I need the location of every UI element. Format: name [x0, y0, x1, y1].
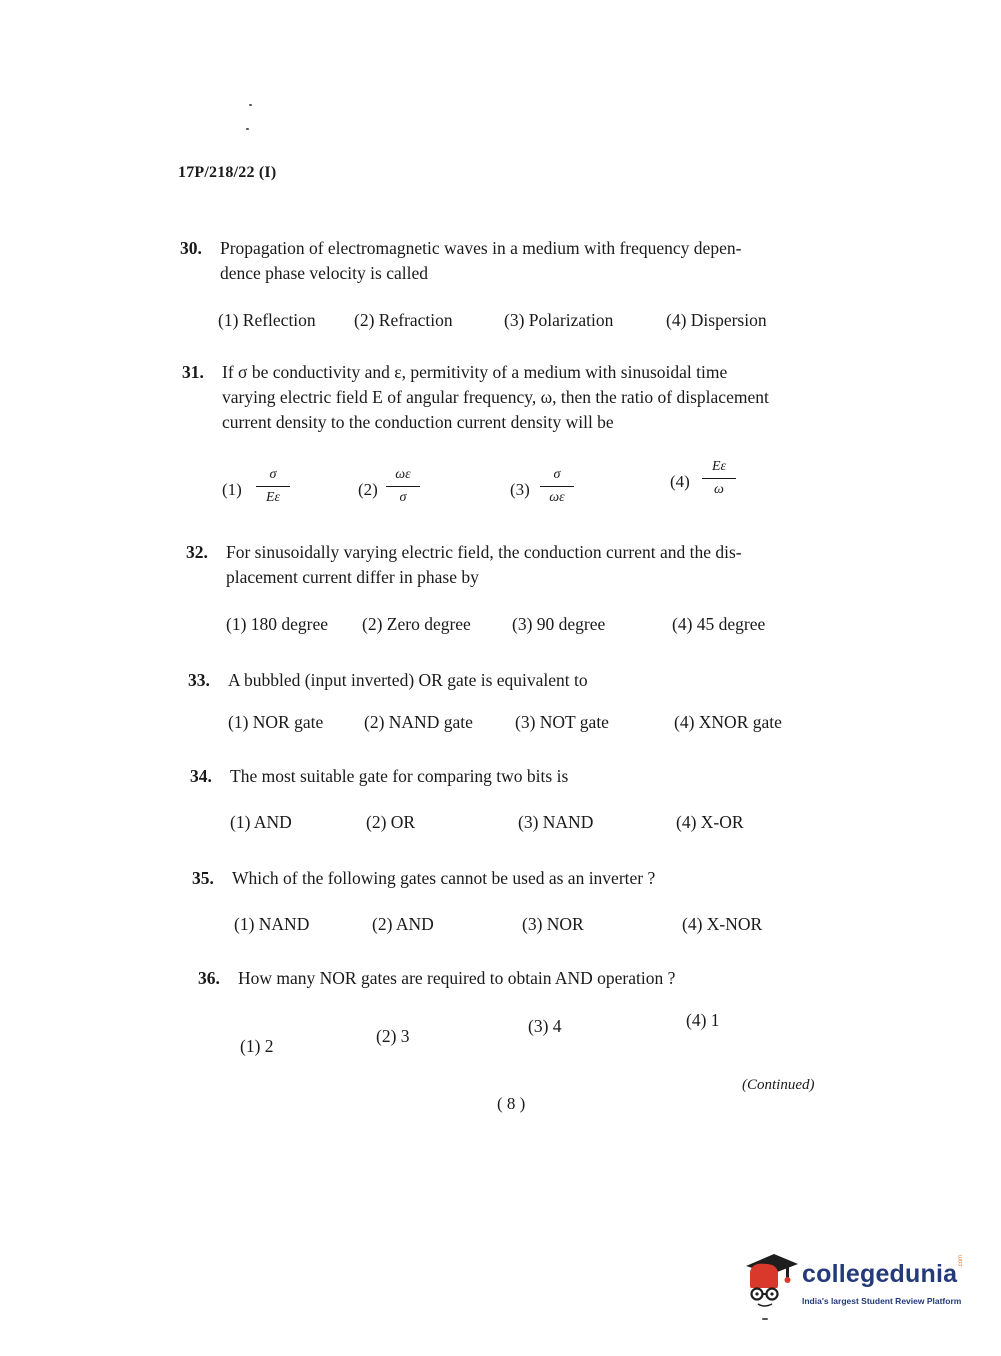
- fraction-numerator: σ: [553, 467, 561, 482]
- question-line: If σ be conductivity and ε, permitivity of a medium with sinusoidal time: [222, 362, 728, 382]
- question-line: dence phase velocity is called: [220, 263, 428, 283]
- option-2: (2) Zero degree: [362, 614, 471, 634]
- option-2: (2) OR: [366, 812, 416, 832]
- question-text: [232, 866, 822, 891]
- option-1: (1) 2: [240, 1036, 274, 1056]
- continued-note: (Continued): [742, 1077, 815, 1093]
- brand-name: collegedunia: [802, 1260, 958, 1288]
- option-3: (3) 90 degree: [512, 614, 606, 634]
- option-label: (2): [358, 480, 378, 499]
- scan-speck: [246, 128, 249, 130]
- brand-suffix: .com: [958, 1254, 964, 1268]
- option-1: (1) NAND: [234, 914, 310, 934]
- fraction-denominator: Eε: [265, 490, 281, 505]
- question-line: Propagation of electromagnetic waves in a medium with frequency depen-: [220, 238, 742, 258]
- option-2: (2) NAND gate: [364, 712, 473, 732]
- fraction-denominator: ωε: [549, 490, 565, 505]
- option-2: (2) Refraction: [354, 310, 453, 330]
- option-1: (1) Reflection: [218, 310, 316, 330]
- option-4: (4) 1: [686, 1010, 720, 1030]
- fraction-denominator: ω: [714, 482, 724, 497]
- fraction: [702, 458, 736, 499]
- question-line: current density to the conduction current density will be: [222, 412, 614, 432]
- option-4: (4) Dispersion: [666, 310, 767, 330]
- page-number: ( 8 ): [497, 1094, 526, 1113]
- question-line: Which of the following gates cannot be used as an inverter ?: [232, 868, 656, 888]
- scan-speck: [249, 104, 252, 106]
- question-text: [228, 668, 818, 693]
- question-number: 35.: [192, 868, 214, 888]
- option-1: (1) 180 degree: [226, 614, 329, 634]
- mascot-icon: [742, 1250, 800, 1312]
- option-4: (4) 45 degree: [672, 614, 766, 634]
- fraction: [386, 466, 420, 507]
- question-line: A bubbled (input inverted) OR gate is equivalent to: [228, 670, 588, 690]
- fraction-numerator: ωε: [395, 467, 411, 482]
- option-1: (1) AND: [230, 812, 292, 832]
- question-text: [230, 764, 820, 789]
- option-label: (4): [670, 472, 690, 491]
- fraction-bar: [702, 478, 736, 479]
- question-line: For sinusoidally varying electric field, the conduction current and the dis-: [226, 542, 742, 562]
- question-number: 31.: [182, 362, 204, 382]
- option-3: (3) NAND: [518, 812, 594, 832]
- option-4: (4) XNOR gate: [674, 712, 782, 732]
- question-number: 36.: [198, 968, 220, 988]
- brand-tagline: India's largest Student Review Platform: [802, 1296, 962, 1306]
- fraction-bar: [256, 486, 290, 487]
- option-3: (3) 4: [528, 1016, 562, 1036]
- option-4: (4) X-OR: [676, 812, 744, 832]
- question-text: [226, 540, 816, 590]
- question-line: varying electric field E of angular frequency, ω, then the ratio of displacement: [222, 387, 769, 407]
- question-number: 34.: [190, 766, 212, 786]
- option-2: (2) AND: [372, 914, 434, 934]
- option-label: (1): [222, 480, 242, 499]
- fraction: [256, 466, 290, 507]
- option-3: (3) Polarization: [504, 310, 614, 330]
- option-2: (2) 3: [376, 1026, 410, 1046]
- question-line: The most suitable gate for comparing two bits is: [230, 766, 569, 786]
- question-number: 33.: [188, 670, 210, 690]
- question-line: placement current differ in phase by: [226, 567, 479, 587]
- fraction-numerator: Eε: [711, 459, 727, 474]
- question-number: 32.: [186, 542, 208, 562]
- fraction-bar: [540, 486, 574, 487]
- fraction-denominator: σ: [399, 490, 407, 505]
- option-3: (3) NOT gate: [515, 712, 609, 732]
- fraction-bar: [386, 486, 420, 487]
- paper-code: 17P/218/22 (I): [178, 164, 277, 181]
- collegedunia-watermark: [742, 1250, 972, 1320]
- fraction: [540, 466, 574, 507]
- option-label: (3): [510, 480, 530, 499]
- scan-speck: [762, 1318, 768, 1320]
- question-text: [238, 966, 828, 991]
- fraction-numerator: σ: [269, 467, 277, 482]
- option-4: (4) X-NOR: [682, 914, 763, 934]
- question-text: [220, 236, 810, 286]
- question-number: 30.: [180, 238, 202, 258]
- option-3: (3) NOR: [522, 914, 584, 934]
- option-1: (1) NOR gate: [228, 712, 324, 732]
- question-text: [222, 360, 812, 435]
- question-line: How many NOR gates are required to obtain AND operation ?: [238, 968, 676, 988]
